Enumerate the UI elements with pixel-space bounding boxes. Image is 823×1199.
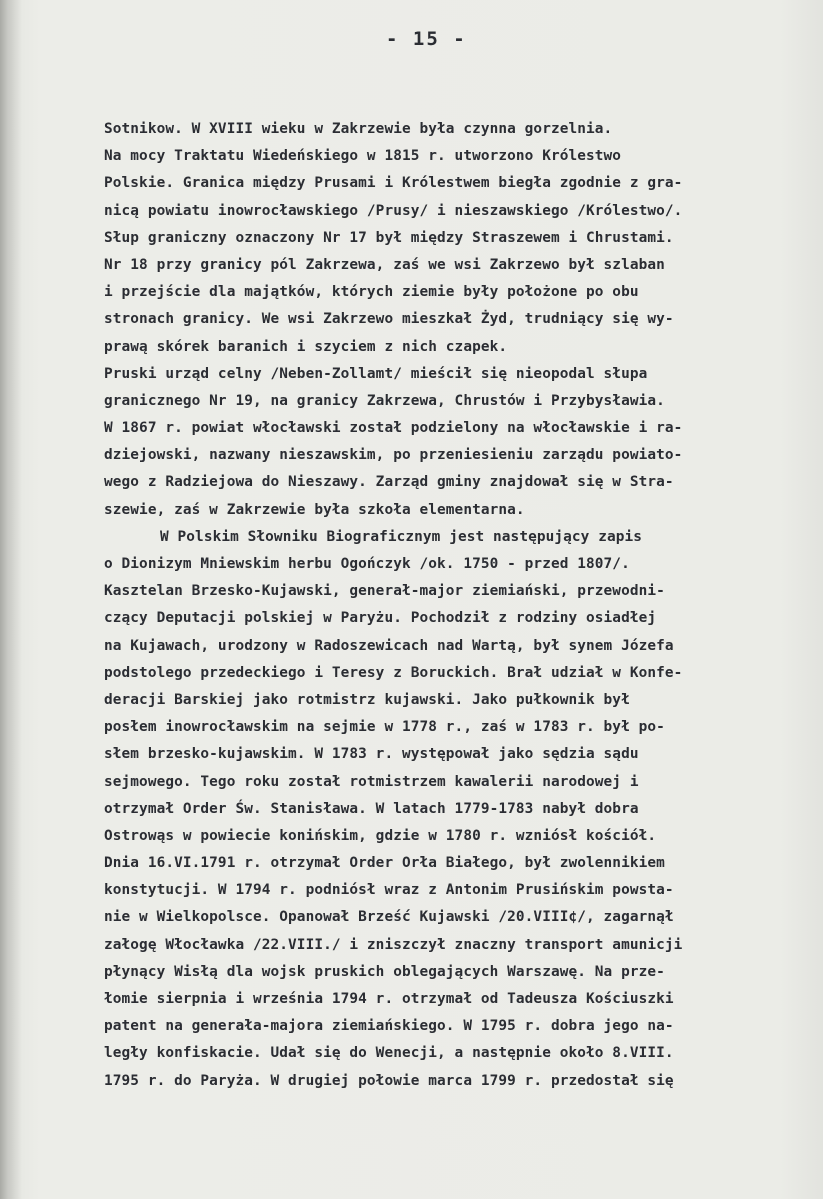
text-line: załogę Włocławka /22.VIII./ i zniszczył znaczny transport amunicji xyxy=(104,936,683,953)
text-line: i przejście dla majątków, których ziemie były położone po obu xyxy=(104,284,639,301)
text-line: Słup graniczny oznaczony Nr 17 był między Straszewem i Chrustami. xyxy=(104,229,674,246)
text-line: o Dionizym Mniewskim herbu Ogończyk /ok. 1750 - przed 1807/. xyxy=(104,556,630,572)
text-line: na Kujawach, urodzony w Radoszewicach nad Wartą, był synem Józefa xyxy=(104,637,674,654)
text-line: prawą skórek baranich i szyciem z nich czapek. xyxy=(104,338,508,355)
text-line: stronach granicy. We wsi Zakrzewo mieszkał Żyd, trudniący się wy- xyxy=(104,311,674,328)
text-line: nicą powiatu inowrocławskiego /Prusy/ i nieszawskiego /Królestwo/. xyxy=(104,202,683,219)
text-line: legły konfiskacie. Udał się do Wenecji, a następnie około 8.VIII. xyxy=(104,1045,674,1062)
text-line: Ostrowąs w powiecie konińskim, gdzie w 1780 r. wzniósł kościół. xyxy=(104,827,657,844)
text-line: posłem inowrocławskim na sejmie w 1778 r., zaś w 1783 r. był po- xyxy=(104,719,665,736)
text-line: dziejowski, nazwany nieszawskim, po przeniesieniu zarządu powiato- xyxy=(104,447,683,464)
text-line: Kasztelan Brzesko-Kujawski, generał-major ziemiański, przewodni- xyxy=(104,583,665,600)
body-text xyxy=(104,116,804,1095)
text-line: Dnia 16.VI.1791 r. otrzymał Order Orła Białego, był zwolennikiem xyxy=(104,855,665,872)
text-line: otrzymał Order Św. Stanisława. W latach 1779-1783 nabył dobra xyxy=(104,800,639,817)
text-line: konstytucji. W 1794 r. podniósł wraz z Antonim Prusińskim powsta- xyxy=(104,882,674,899)
text-line: patent na generała-majora ziemiańskiego. W 1795 r. dobra jego na- xyxy=(104,1018,674,1035)
text-line: łomie sierpnia i września 1794 r. otrzymał od Tadeusza Kościuszki xyxy=(104,991,674,1007)
text-line: Na mocy Traktatu Wiedeńskiego w 1815 r. utworzono Królestwo xyxy=(104,148,622,165)
text-line: Pruski urząd celny /Neben-Zollamt/ mieścił się nieopodal słupa xyxy=(104,365,648,382)
text-line: sejmowego. Tego roku został rotmistrzem kawalerii narodowej i xyxy=(104,773,639,790)
paragraph-first-line: W Polskim Słowniku Biograficznym jest następujący zapis xyxy=(160,528,643,545)
text-line: deracji Barskiej jako rotmistrz kujawski. Jako pułkownik był xyxy=(104,691,630,708)
text-line: Nr 18 przy granicy pól Zakrzewa, zaś we wsi Zakrzewo był szlaban xyxy=(104,256,665,273)
text-line: wego z Radziejowa do Nieszawy. Zarząd gminy znajdował się w Stra- xyxy=(104,474,674,491)
text-line: szewie, zaś w Zakrzewie była szkoła elementarna. xyxy=(104,501,525,518)
text-line: Polskie. Granica między Prusami i Królestwem biegła zgodnie z gra- xyxy=(104,175,683,192)
text-line: granicznego Nr 19, na granicy Zakrzewa, Chrustów i Przybysławia. xyxy=(104,392,665,409)
page-binding-edge xyxy=(0,0,22,1199)
text-line: Sotnikow. W XVIII wieku w Zakrzewie była czynna gorzelnia. xyxy=(104,121,613,137)
text-line: płynący Wisłą dla wojsk pruskich oblegających Warszawę. Na prze- xyxy=(104,963,665,980)
text-line: podstolego przedeckiego i Teresy z Boruckich. Brał udział w Konfe- xyxy=(104,664,683,681)
text-line: nie w Wielkopolsce. Opanował Brześć Kujawski /20.VIII¢/, zagarnął xyxy=(104,909,674,926)
text-line: słem brzesko-kujawskim. W 1783 r. występował jako sędzia sądu xyxy=(104,746,639,763)
page-number: - 15 - xyxy=(386,28,467,50)
text-line: 1795 r. do Paryża. W drugiej połowie marca 1799 r. przedostał się xyxy=(104,1072,674,1089)
text-line: W 1867 r. powiat włocławski został podzielony na włocławskie i ra- xyxy=(104,420,683,437)
text-line: czący Deputacji polskiej w Paryżu. Pochodził z rodziny osiadłej xyxy=(104,610,657,627)
